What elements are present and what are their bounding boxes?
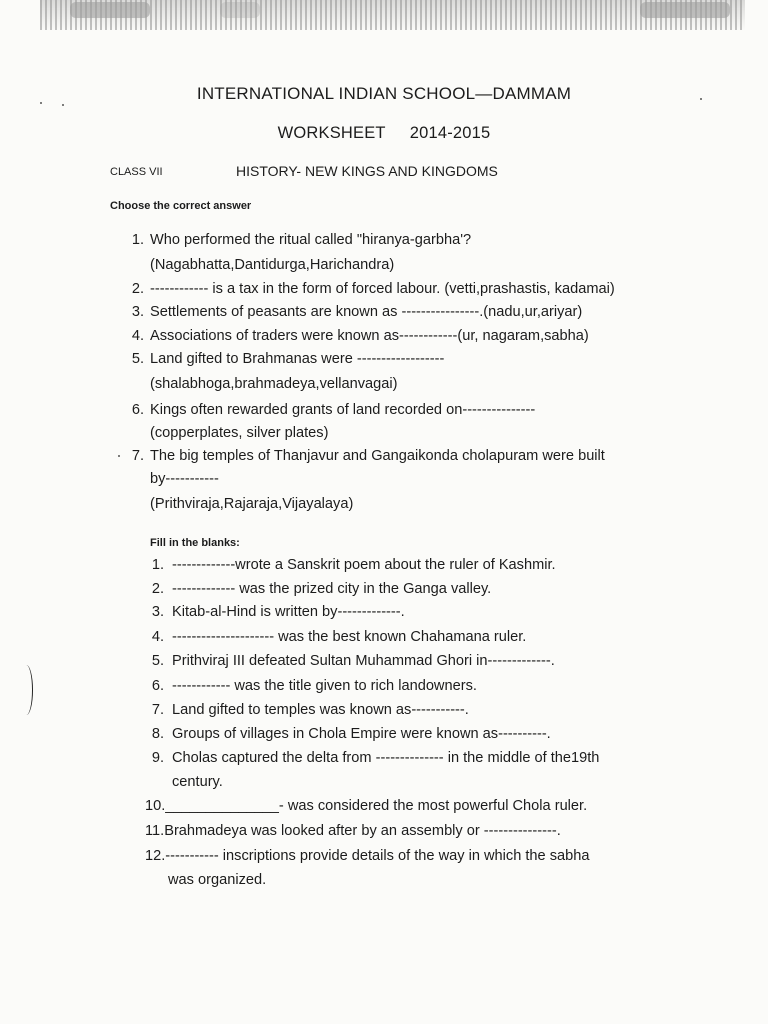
blank-text: Prithviraj III defeated Sultan Muhammad Ghori in-------------. xyxy=(172,653,555,669)
question-number: 1. xyxy=(131,232,144,248)
blank-number: 8. xyxy=(151,726,164,742)
worksheet-label: WORKSHEET xyxy=(277,124,386,142)
question-text: Kings often rewarded grants of land recorded on--------------- xyxy=(150,402,536,418)
question-number: 7. xyxy=(131,448,144,464)
blank-number: 6. xyxy=(151,678,164,694)
question-text: Who performed the ritual called "hiranya-garbha'? xyxy=(150,232,472,248)
blank-text: Cholas captured the delta from -------------- in the middle of the19th xyxy=(172,750,600,766)
question-text: Associations of traders were known as------------(ur, nagaram,sabha) xyxy=(150,328,589,344)
blank-text: Land gifted to temples was known as-----------. xyxy=(172,702,469,718)
question-options: (Nagabhatta,Dantidurga,Harichandra) xyxy=(150,257,395,273)
question-text: ------------ is a tax in the form of forced labour. (vetti,prashastis, kadamai) xyxy=(150,281,615,297)
blank-text: Groups of villages in Chola Empire were known as----------. xyxy=(172,726,551,742)
blank-text: --------------------- was the best known Chahamana ruler. xyxy=(172,629,527,645)
speck xyxy=(62,104,64,106)
blank-number: 7. xyxy=(151,702,164,718)
margin-mark xyxy=(22,665,33,715)
blank-number: 3. xyxy=(151,604,164,620)
question-options: (shalabhoga,brahmadeya,vellanvagai) xyxy=(150,376,398,392)
blank-text: 10.______________- was considered the most powerful Chola ruler. xyxy=(145,798,588,814)
blank-text: ------------ was the title given to rich landowners. xyxy=(172,678,477,694)
blank-continuation: was organized. xyxy=(168,872,267,888)
blank-number: 9. xyxy=(151,750,164,766)
blank-number: 2. xyxy=(151,581,164,597)
blank-text: Kitab-al-Hind is written by-------------. xyxy=(172,604,405,620)
school-name: INTERNATIONAL INDIAN SCHOOL—DAMMAM xyxy=(196,84,572,103)
question-text: The big temples of Thanjavur and Gangaikonda cholapuram were built xyxy=(150,448,605,464)
blank-text: ------------- was the prized city in the Ganga valley. xyxy=(172,581,492,597)
subject-title: HISTORY- NEW KINGS AND KINGDOMS xyxy=(236,163,498,179)
blank-number: 4. xyxy=(151,629,164,645)
worksheet-title xyxy=(0,124,768,143)
question-text: Land gifted to Brahmanas were ------------------ xyxy=(150,351,445,367)
blank-text: 11.Brahmadeya was looked after by an assembly or ---------------. xyxy=(145,823,561,839)
blank-number: 5. xyxy=(151,653,164,669)
blank-text: 12.----------- inscriptions provide details of the way in which the sabha xyxy=(145,848,590,864)
question-number: 2. xyxy=(131,281,144,297)
blank-number: 1. xyxy=(151,557,164,573)
question-number: 4. xyxy=(131,328,144,344)
question-number: 5. xyxy=(131,351,144,367)
section-heading-choose: Choose the correct answer xyxy=(110,200,252,212)
section-heading-fill: Fill in the blanks: xyxy=(150,537,240,549)
question-text: Settlements of peasants are known as ----------------.(nadu,ur,ariyar) xyxy=(150,304,583,320)
question-options: (copperplates, silver plates) xyxy=(150,425,329,441)
class-label: CLASS VII xyxy=(110,166,163,178)
blank-text: -------------wrote a Sanskrit poem about the ruler of Kashmir. xyxy=(172,557,556,573)
worksheet-year: 2014-2015 xyxy=(409,124,491,142)
question-number: 6. xyxy=(131,402,144,418)
question-options: (Prithviraja,Rajaraja,Vijayalaya) xyxy=(150,496,354,512)
blank-continuation: century. xyxy=(172,774,223,790)
question-continuation: by----------- xyxy=(150,471,219,487)
scan-noise-top xyxy=(40,0,745,30)
question-number: 3. xyxy=(131,304,144,320)
